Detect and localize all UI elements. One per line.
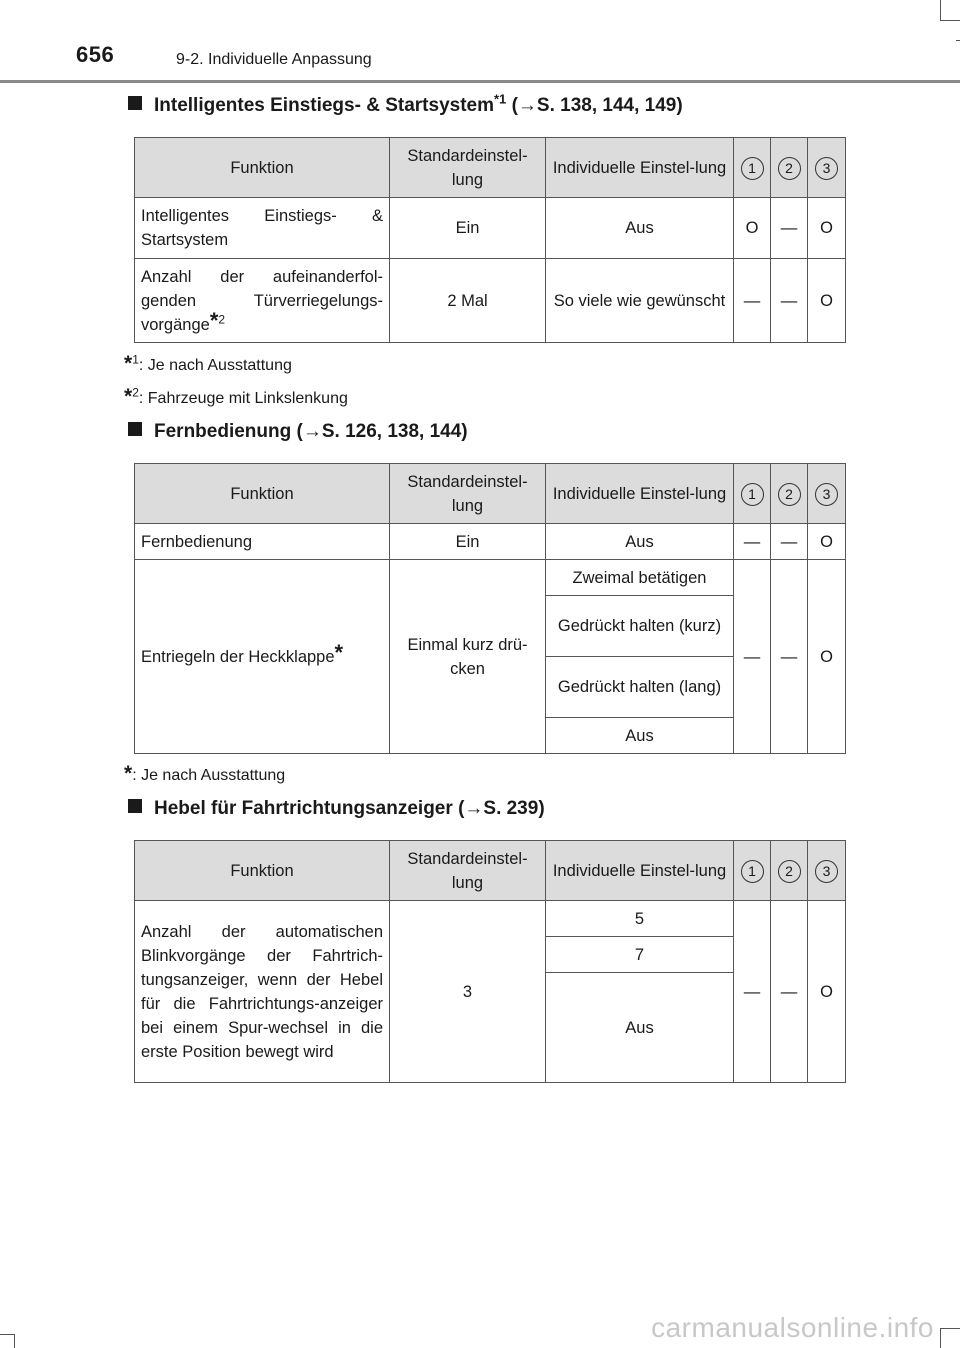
custom-option-cell: 7 (546, 937, 734, 973)
table-header-row (135, 841, 846, 901)
function-cell (135, 259, 390, 343)
page-reference: (→S. 138, 144, 149) (511, 95, 683, 116)
footnote-number: 2 (132, 385, 139, 400)
method-3-cell: O (808, 524, 846, 560)
custom-option-cell: Aus (546, 973, 734, 1083)
table-row (135, 524, 846, 560)
header-method-3 (808, 138, 846, 198)
method-1-cell: — (734, 560, 771, 754)
header-custom: Individuelle Einstel-lung (546, 138, 734, 198)
circled-three-icon: 3 (815, 860, 838, 883)
method-1-cell: O (734, 198, 771, 259)
header-method-2 (771, 841, 808, 901)
custom-option-cell: Zweimal betätigen (546, 560, 734, 596)
footnote-text: : Je nach Ausstattung (132, 767, 286, 784)
page-reference: (→S. 239) (458, 798, 545, 819)
circled-two-icon: 2 (778, 483, 801, 506)
custom-option-cell: Aus (546, 718, 734, 754)
bullet-square-icon (128, 96, 142, 110)
section-heading (128, 91, 683, 117)
header-function: Funktion (135, 841, 390, 901)
circled-three-icon: 3 (815, 483, 838, 506)
custom-cell: Aus (546, 198, 734, 259)
method-3-cell: O (808, 198, 846, 259)
method-2-cell: — (771, 524, 808, 560)
header-custom: Individuelle Einstel-lung (546, 464, 734, 524)
crop-mark (956, 40, 960, 41)
crop-mark (940, 20, 960, 21)
header-custom: Individuelle Einstel-lung (546, 841, 734, 901)
method-3-cell: O (808, 259, 846, 343)
header-method-1 (734, 464, 771, 524)
default-cell: Ein (390, 198, 546, 259)
settings-table (134, 137, 846, 343)
default-cell: 2 Mal (390, 259, 546, 343)
section-title: Intelligentes Einstiegs- & Startsystem (154, 95, 494, 116)
table-header-row (135, 464, 846, 524)
header-function: Funktion (135, 464, 390, 524)
footnote-star: * (209, 307, 219, 333)
function-cell: Fernbedienung (135, 524, 390, 560)
method-2-cell: — (771, 259, 808, 343)
footnote-text: : Fahrzeuge mit Linkslenkung (138, 390, 348, 407)
watermark: carmanualsonline.info (651, 1312, 934, 1343)
footnote (124, 352, 292, 376)
method-3-cell: O (808, 560, 846, 754)
crop-mark (940, 1328, 941, 1348)
method-2-cell: — (771, 560, 808, 754)
function-cell: Intelligentes Einstiegs- & Startsystem (135, 198, 390, 259)
method-1-cell: — (734, 524, 771, 560)
header-method-2 (771, 138, 808, 198)
footnote-star: * (124, 385, 133, 408)
crop-mark (14, 1334, 15, 1348)
footnote (124, 385, 348, 409)
footnote-ref: *1 (494, 91, 507, 107)
custom-option-cell: 5 (546, 901, 734, 937)
footnote (124, 762, 285, 786)
crop-mark (940, 0, 941, 20)
method-2-cell: — (771, 198, 808, 259)
header-method-1 (734, 138, 771, 198)
table-header-row (135, 138, 846, 198)
header-rule (0, 80, 960, 83)
default-cell: 3 (390, 901, 546, 1083)
function-text: Entriegeln der Heckklappe (141, 647, 335, 666)
footnote-star: * (124, 352, 133, 375)
footnote-star: * (124, 762, 133, 785)
custom-option-cell: Gedrückt halten (kurz) (546, 596, 734, 657)
circled-three-icon: 3 (815, 157, 838, 180)
circled-two-icon: 2 (778, 860, 801, 883)
section-heading (128, 798, 545, 820)
table-row (135, 560, 846, 596)
settings-table (134, 840, 846, 1083)
page-reference: (→S. 126, 138, 144) (296, 421, 468, 442)
footnote-text: : Je nach Ausstattung (138, 357, 292, 374)
footnote-number: 1 (132, 352, 139, 367)
method-3-cell: O (808, 901, 846, 1083)
table-row (135, 198, 846, 259)
custom-cell: So viele wie gewünscht (546, 259, 734, 343)
header-method-3 (808, 841, 846, 901)
footnote-ref: 2 (218, 312, 226, 326)
section-title: Fernbedienung (154, 421, 292, 442)
function-cell (135, 560, 390, 754)
method-1-cell: — (734, 901, 771, 1083)
method-1-cell: — (734, 259, 771, 343)
circled-one-icon: 1 (741, 860, 764, 883)
chapter-title: 9-2. Individuelle Anpassung (176, 51, 372, 68)
section-heading (128, 421, 468, 443)
function-cell: Anzahl der automatischen Blinkvorgänge der Fahrtrich-tungsanzeiger, wenn der Hebel für die Fahrtrichtungs-anzeiger bei einem Spur-wechsel in die erste Position bewegt wird (135, 901, 390, 1083)
settings-table (134, 463, 846, 754)
function-text: Anzahl der aufeinanderfol-genden Türverriegelungs-vorgänge (141, 267, 383, 334)
header-default: Standardeinstel-lung (390, 464, 546, 524)
crop-mark (0, 1334, 14, 1335)
default-cell: Ein (390, 524, 546, 560)
page-number: 656 (76, 42, 115, 67)
circled-two-icon: 2 (778, 157, 801, 180)
header-default: Standardeinstel-lung (390, 841, 546, 901)
bullet-square-icon (128, 799, 142, 813)
circled-one-icon: 1 (741, 483, 764, 506)
default-cell: Einmal kurz drü-cken (390, 560, 546, 754)
header-method-2 (771, 464, 808, 524)
section-title: Hebel für Fahrtrichtungsanzeiger (154, 798, 453, 819)
crop-mark (940, 1328, 960, 1329)
footnote-star: * (334, 639, 344, 665)
header-function: Funktion (135, 138, 390, 198)
bullet-square-icon (128, 422, 142, 436)
table-row (135, 259, 846, 343)
header-method-1 (734, 841, 771, 901)
custom-option-cell: Gedrückt halten (lang) (546, 657, 734, 718)
custom-cell: Aus (546, 524, 734, 560)
header-method-3 (808, 464, 846, 524)
method-2-cell: — (771, 901, 808, 1083)
header-default: Standardeinstel-lung (390, 138, 546, 198)
table-row (135, 901, 846, 937)
circled-one-icon: 1 (741, 157, 764, 180)
